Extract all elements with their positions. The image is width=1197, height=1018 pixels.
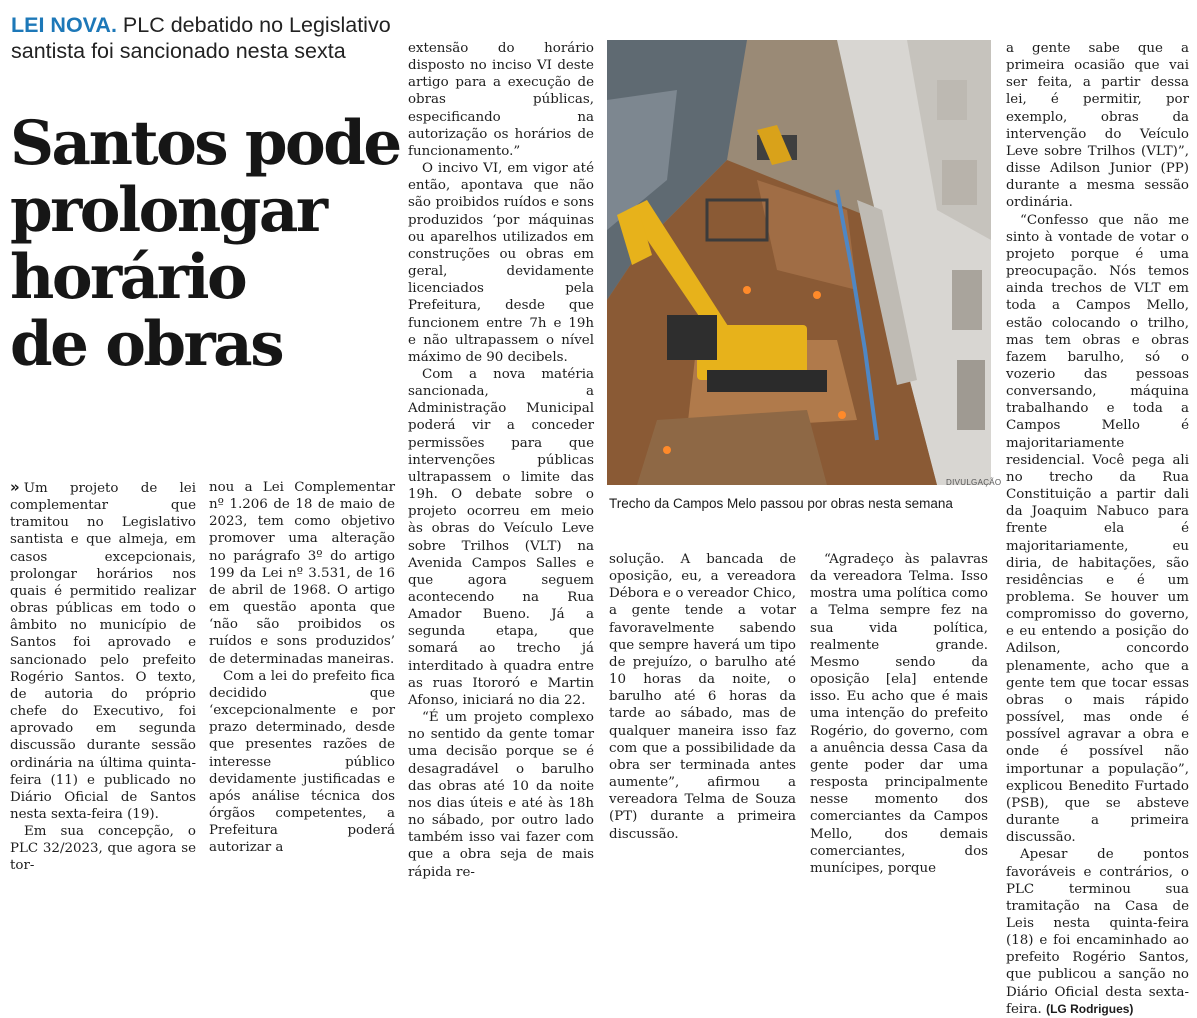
article-paragraph: “Agradeço às palavras da vereadora Telma. Isso mostra uma política como a Telma sempre fez na sua vida política, realmente grande. Mesmo sendo da oposição [ela] entende isso. Eu acho que é mais uma intenção do prefeito Rogério, do governo, com a anuência dessa Casa da gente poder dar uma resposta principalmente nesse momento dos comerciantes da Campos Mello, dos demais comerciantes, dos munícipes, porque bbox=[810, 552, 988, 876]
article-paragraph: Um projeto de lei complementar que tramitou no Legislativo santista e que almeja, em casos excepcionais, prolongar horários nos quais é permitido realizar obras públicas em todo o âmbito no município de Santos foi aprovado e sancionado pelo prefeito Rogério Santos. O texto, de autoria do próprio chefe do Executivo, foi aprovado em segunda discussão durante sessão ordinária na última quinta-feira (11) e publicado no Diário Oficial de Santos nesta sexta-feira (19). bbox=[10, 481, 196, 822]
headline bbox=[10, 110, 405, 378]
article-paragraph: extensão do horário disposto no inciso VI deste artigo para a execução de obras públicas, especificando na autorização os horários de funcionamento.” bbox=[408, 41, 594, 159]
article-paragraph: nou a Lei Complementar nº 1.206 de 18 de maio de 2023, tem como objetivo promover uma alteração no parágrafo 3º do artigo 199 da Lei nº 3.531, de 16 de abril de 1968. O artigo em questão aponta que ‘não são proibidos os ruídos e sons produzidos’ de determinadas maneiras. bbox=[209, 480, 395, 667]
photo-caption: Trecho da Campos Melo passou por obras nesta semana bbox=[609, 496, 953, 511]
lead-arrow-icon: » bbox=[10, 478, 20, 496]
kicker-text: PLC debatido no Legislativo santista foi sancionado nesta sexta bbox=[11, 13, 391, 63]
kicker-tag: LEI NOVA. bbox=[11, 13, 117, 37]
article-column-4 bbox=[609, 551, 796, 843]
article-column-5 bbox=[810, 551, 988, 877]
article-paragraph: “Confesso que não me sinto à vontade de votar o projeto porque é uma preocupação. Nós temos ainda trechos de VLT em toda a Campos Mello, estão colocando o trilho, mas tem obras e obras fazem barulho, só o vozerio das pessoas conversando, máquina trabalhando e toda a Campos Mello é majoritariamente residencial. Você pega ali no trecho da Rua Constituição a partir dali da Joaquim Nabuco para frente ela é majoritariamente, eu diria, de habitações, são residências e é um problema. Se houver um compromisso do governo, e eu entendo a posição do Adilson, concordo plenamente, acho que a gente tem que tocar essas obras o mais rápido possível, mas onde é possível agravar a obra e onde é possível não importunar a população”, explicou Benedito Furtado (PSB), que se absteve durante a primeira discussão. bbox=[1006, 212, 1189, 846]
article-column-6 bbox=[1006, 40, 1189, 1018]
construction-photo bbox=[607, 40, 991, 485]
article-paragraph: Com a nova matéria sancionada, a Administração Municipal poderá vir a conceder permissões para que intervenções públicas ultrapassem o limite das 19h. O debate sobre o projeto ocorreu em meio às obras do Veículo Leve sobre Trilhos (VLT) na Avenida Campos Salles e que agora seguem acontecendo na Rua Amador Bueno. Já a segunda etapa, que somará ao trecho já interditado à quadra entre as ruas Itororó e Martin Afonso, iniciará no dia 22. bbox=[408, 366, 594, 708]
article-paragraph: Apesar de pontos favoráveis e contrários, o PLC terminou sua tramitação na Casa de Leis nesta quinta-feira (18) e foi encaminhado ao prefeito Rogério Santos, que publicou a sanção no Diário Oficial desta sexta-feira. bbox=[1006, 847, 1189, 1017]
article-paragraph: Em sua concepção, o PLC 32/2023, que agora se tor- bbox=[10, 824, 196, 874]
article-column-1 bbox=[10, 479, 196, 875]
article-column-2 bbox=[209, 479, 395, 856]
byline: (LG Rodrigues) bbox=[1046, 1001, 1134, 1016]
article-paragraph: Com a lei do prefeito fica decidido que ‘excepcionalmente e por prazo determinado, desde que presentes razões de interesse público devidamente justificadas e após análise técnica dos órgãos competentes, a Prefeitura poderá autorizar a bbox=[209, 668, 395, 856]
article-paragraph: solução. A bancada de oposição, eu, a vereadora Débora e o vereador Chico, a gente tende a votar favoravelmente sabendo que sempre haverá um tipo de prejuízo, o barulho até 10 horas da noite, o barulho até 6 horas da tarde ao sábado, mas de qualquer maneira isso faz com que a possibilidade da obra ser terminada antes aumente”, afirmou a vereadora Telma de Souza (PT) durante a primeira discussão. bbox=[609, 552, 796, 842]
headline-line-2: prolongar bbox=[10, 175, 326, 246]
headline-line-3: horário bbox=[10, 242, 246, 313]
headline-line-4: de obras bbox=[10, 309, 283, 380]
article-paragraph: O incivo VI, em vigor até então, apontava que não são proibidos ruídos e sons produzidos ‘por máquinas ou aparelhos utilizados em construções ou obras em geral, devidamente licenciados pela Prefeitura, desde que funcionem entre 7h e 19h e não ultrapassem o nível máximo de 90 decibels. bbox=[408, 161, 594, 365]
headline-line-1: Santos pode bbox=[10, 108, 400, 179]
article-paragraph: “É um projeto complexo no sentido da gente tomar uma decisão porque se é desagradável o barulho das obras até 10 da noite nos dias úteis e até às 18h no sábado, por outro lado também isso vai fazer com que a obra seja de mais rápida re- bbox=[408, 710, 594, 880]
article-column-3 bbox=[408, 40, 594, 881]
article-paragraph: a gente sabe que a primeira ocasião que vai ser feita, a partir dessa lei, é permitir, por exemplo, obras da intervenção do Veículo Leve sobre Trilhos (VLT)”, disse Adilson Junior (PP) durante a mesma sessão ordinária. bbox=[1006, 41, 1189, 211]
photo-credit: DIVULGAÇÃO bbox=[946, 478, 1002, 487]
kicker bbox=[11, 12, 391, 64]
